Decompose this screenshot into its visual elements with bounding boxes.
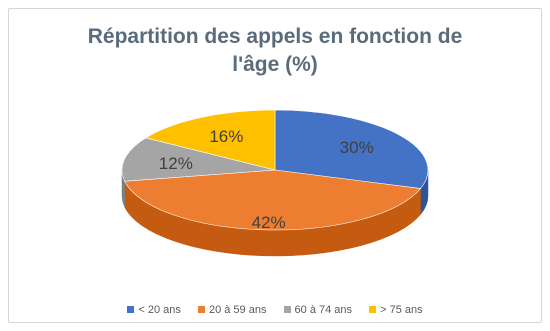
legend-swatch [198,306,205,313]
legend-label: 60 à 74 ans [294,304,353,316]
pie-data-label: 12% [158,154,193,174]
chart-area [8,8,542,323]
chart-title-line-1: Répartition des appels en fonction de [87,25,463,48]
legend-item-60-74 [284,304,353,316]
chart-title-line-2: l'âge (%) [232,53,318,76]
legend-swatch [369,306,376,313]
legend-item-20-59 [198,304,267,316]
legend-item-over-75 [369,304,423,316]
legend-label: < 20 ans [138,304,181,316]
pie-data-label: 42% [251,213,286,233]
legend-item-under-20 [127,304,181,316]
legend-label: > 75 ans [380,304,423,316]
legend-swatch [284,306,291,313]
pie-data-label: 30% [339,138,374,158]
pie-chart [9,9,541,322]
legend-label: 20 à 59 ans [208,304,267,316]
legend [9,304,541,316]
pie-data-label: 16% [209,126,244,146]
legend-swatch [127,306,134,313]
